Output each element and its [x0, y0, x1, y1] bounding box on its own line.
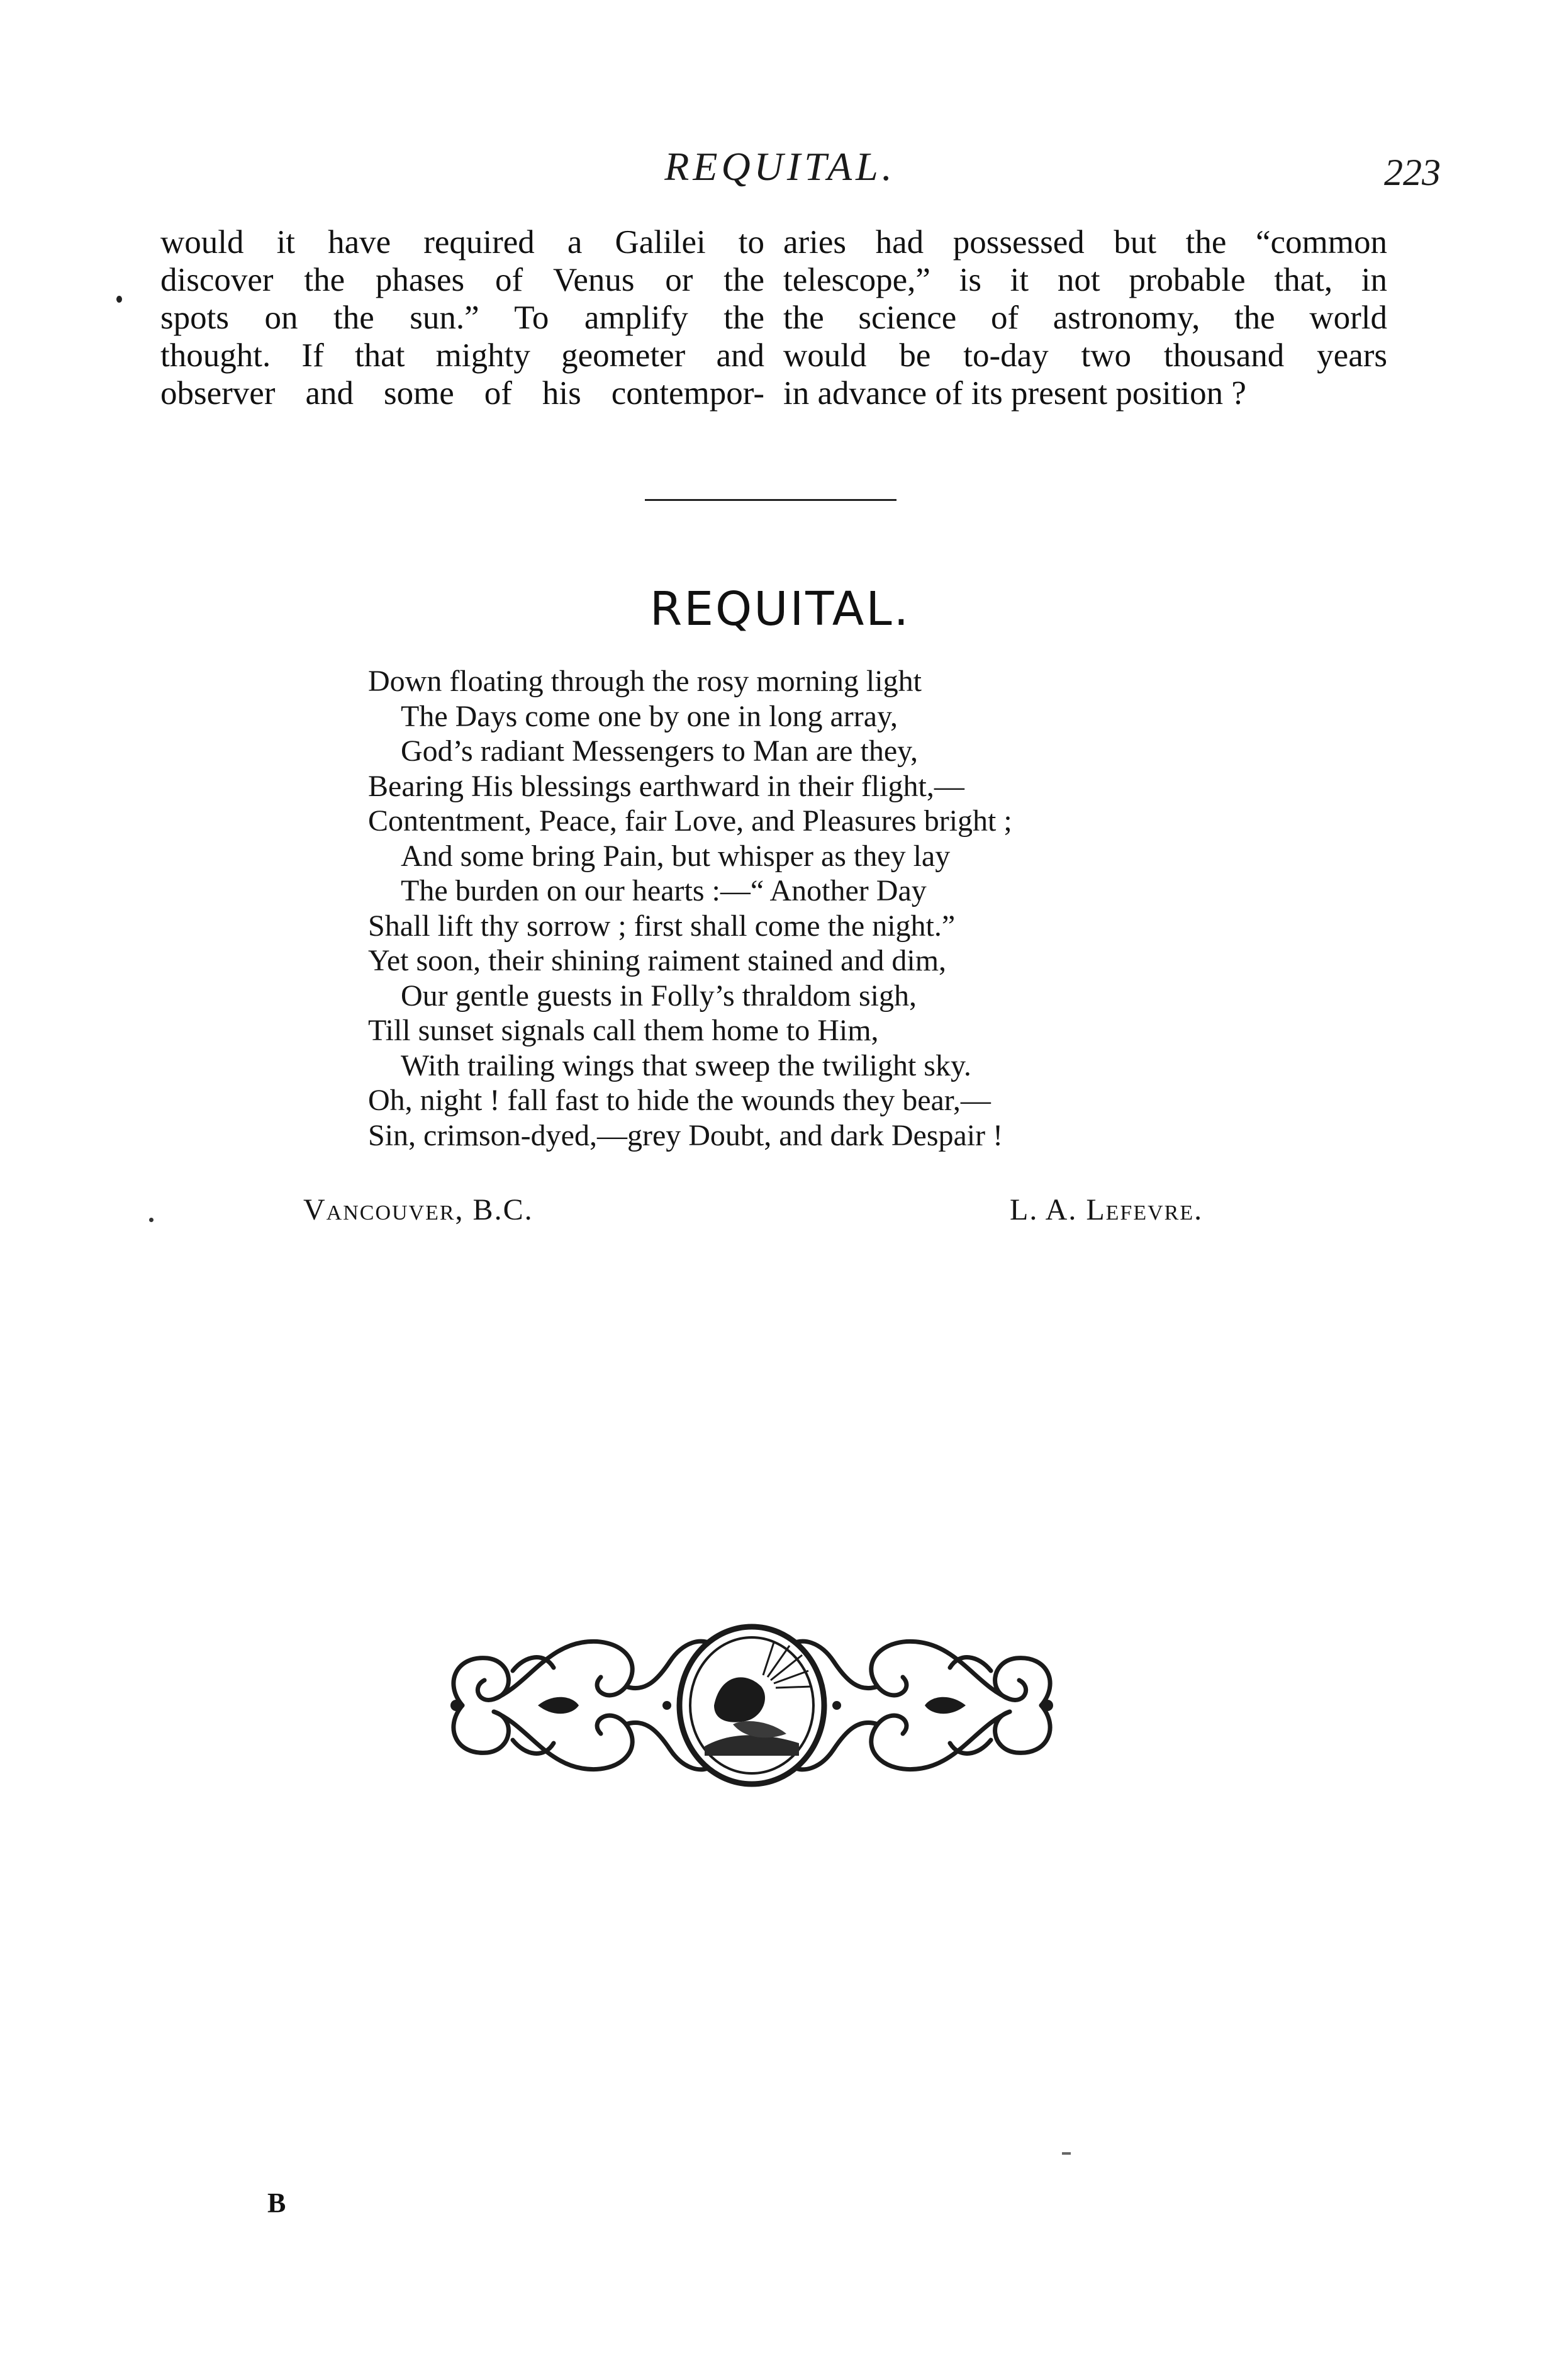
poem-line: Yet soon, their shining raiment stained and dim,	[368, 944, 947, 977]
left-column	[160, 223, 764, 412]
poem-place: Vancouver, B.C.	[303, 1193, 533, 1226]
poem-line: And some bring Pain, but whisper as they lay	[401, 839, 951, 873]
poem-line: Bearing His blessings earthward in their flight,—	[368, 769, 964, 803]
right-column-line: telescope,” is it not probable that, in	[783, 262, 1387, 298]
right-column-line: aries had possessed but the “common	[783, 224, 1387, 261]
poem-line: The Days come one by one in long array,	[401, 699, 898, 733]
margin-bullet	[116, 296, 122, 303]
left-column-line: observer and some of his contempor-	[160, 375, 764, 412]
floral-scroll-vignette-icon	[418, 1611, 1085, 1800]
poem-line: Oh, night ! fall fast to hide the wounds they bear,—	[368, 1084, 991, 1117]
signature-mark: B	[267, 2187, 286, 2218]
left-column-line: spots on the sun.” To amplify the	[160, 300, 764, 336]
stray-dot	[149, 1218, 154, 1222]
right-column	[783, 223, 1387, 412]
running-title: REQUITAL.	[664, 144, 896, 189]
poem-line: Our gentle guests in Folly’s thraldom sigh,	[401, 979, 917, 1013]
poem-line: With trailing wings that sweep the twilight sky.	[401, 1048, 971, 1082]
poem-line: Sin, crimson-dyed,—grey Doubt, and dark Despair !	[368, 1118, 1003, 1152]
poem-author: L. A. Lefevre.	[1010, 1193, 1204, 1226]
poem-line: Contentment, Peace, fair Love, and Pleasures bright ;	[368, 804, 1012, 838]
poem-line: God’s radiant Messengers to Man are they,	[401, 734, 918, 768]
right-column-line: in advance of its present position ?	[783, 375, 1246, 412]
page-number: 223	[1384, 152, 1441, 193]
poem-line: Shall lift thy sorrow ; first shall come the night.”	[368, 909, 956, 943]
left-column-line: thought. If that mighty geometer and	[160, 337, 764, 374]
poem-body	[368, 664, 1211, 1153]
right-column-line: would be to-day two thousand years	[783, 337, 1387, 374]
stray-speck	[1062, 2152, 1071, 2155]
poem-title: REQUITAL.	[649, 582, 911, 636]
poem-line: Down floating through the rosy morning light	[368, 665, 922, 698]
section-divider-rule	[645, 499, 897, 501]
poem-line: Till sunset signals call them home to Him,	[368, 1014, 879, 1047]
poem-line: The burden on our hearts :—“ Another Day	[401, 874, 927, 907]
right-column-line: the science of astronomy, the world	[783, 300, 1387, 336]
left-column-line: would it have required a Galilei to	[160, 224, 764, 261]
left-column-line: discover the phases of Venus or the	[160, 262, 764, 298]
